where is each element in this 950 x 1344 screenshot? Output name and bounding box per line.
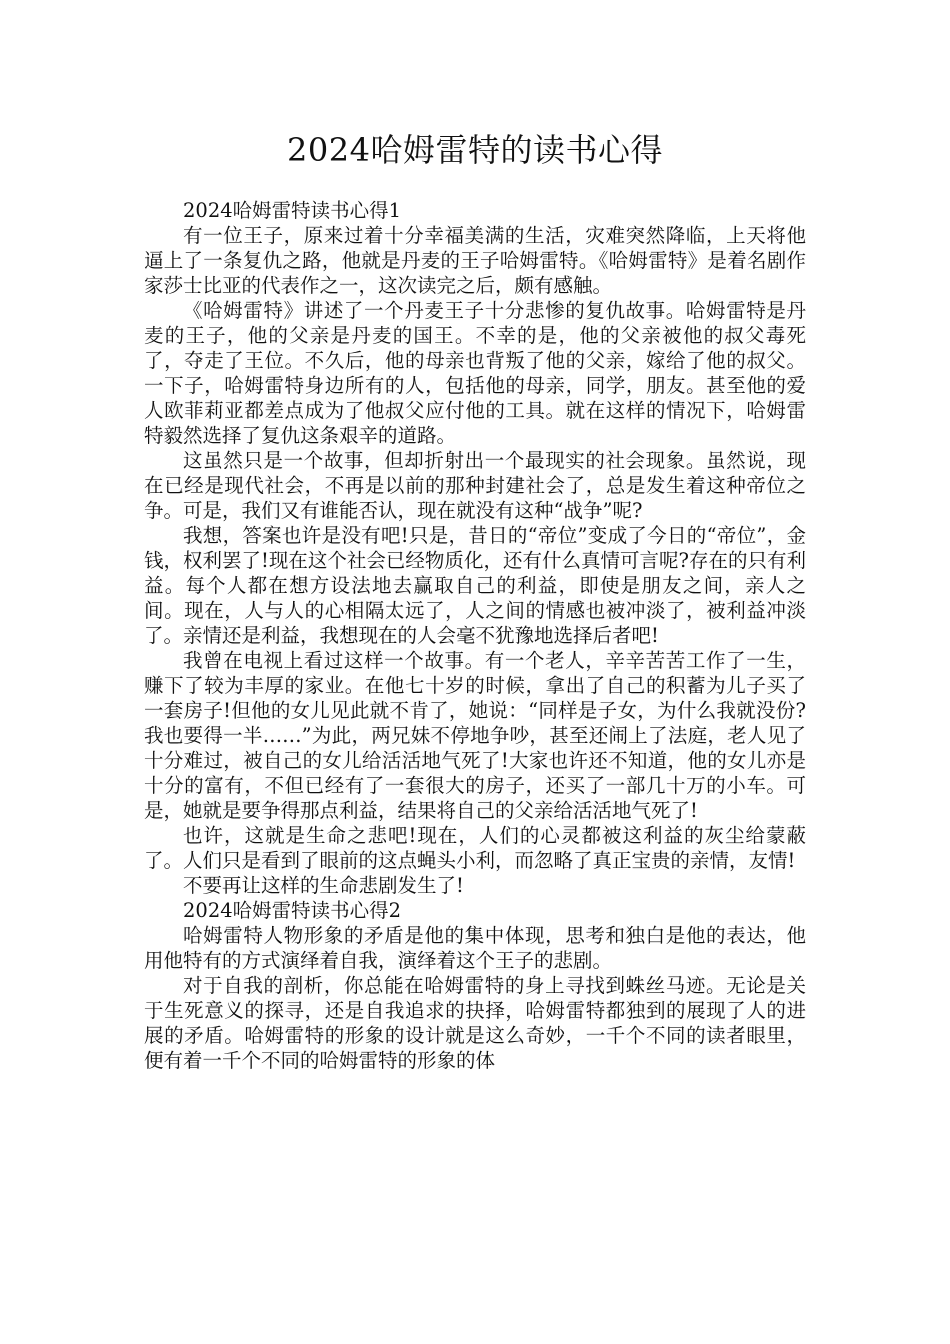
paragraph: 哈姆雷特人物形象的矛盾是他的集中体现，思考和独白是他的表达，他用他特有的方式演绎着自我，演绎着这个王子的悲剧。 xyxy=(144,924,806,972)
paragraph: 也许，这就是生命之悲吧!现在，人们的心灵都被这利益的灰尘给蒙蔽了。人们只是看到了眼前的这点蝇头小利，而忽略了真正宝贵的亲情，友情! xyxy=(144,824,806,872)
paragraph: 不要再让这样的生命悲剧发生了! xyxy=(183,874,464,897)
paragraph: 这虽然只是一个故事，但却折射出一个最现实的社会现象。虽然说，现在已经是现代社会，不再是以前的那种封建社会了，总是发生着这种帝位之争。可是，我们又有谁能否认，现在就没有这种“战争”呢? xyxy=(144,449,806,522)
paragraph: 对于自我的剖析，你总能在哈姆雷特的身上寻找到蛛丝马迹。无论是关于生死意义的探寻，还是自我追求的抉择，哈姆雷特都独到的展现了人的进展的矛盾。哈姆雷特的形象的设计就是这么奇妙，一千个不同的读者眼里，便有着一千个不同的哈姆雷特的形象的体 xyxy=(144,974,806,1072)
paragraph: 我曾在电视上看过这样一个故事。有一个老人，辛辛苦苦工作了一生，赚下了较为丰厚的家业。在他七十岁的时候，拿出了自己的积蓄为儿子买了一套房子!但他的女儿见此就不肯了，她说：“同样是子女，为什么我就没份?我也要得一半……”为此，两兄妹不停地争吵，甚至还闹上了法庭，老人见了十分难过，被自己的女儿给活活地气死了!大家也许还不知道，他的女儿亦是十分的富有，不但已经有了一套很大的房子，还买了一部几十万的小车。可是，她就是要争得那点利益，结果将自己的父亲给活活地气死了! xyxy=(144,649,806,822)
paragraph: 有一位王子，原来过着十分幸福美满的生活，灾难突然降临，上天将他逼上了一条复仇之路，他就是丹麦的王子哈姆雷特。《哈姆雷特》是着名剧作家莎士比亚的代表作之一，这次读完之后，颇有感触。 xyxy=(144,224,806,297)
paragraph: 《哈姆雷特》讲述了一个丹麦王子十分悲惨的复仇故事。哈姆雷特是丹麦的王子，他的父亲是丹麦的国王。不幸的是，他的父亲被他的叔父毒死了，夺走了王位。不久后，他的母亲也背叛了他的父亲，嫁给了他的叔父。一下子，哈姆雷特身边所有的人，包括他的母亲，同学，朋友。甚至他的爱人欧菲莉亚都差点成为了他叔父应付他的工具。就在这样的情况下，哈姆雷特毅然选择了复仇这条艰辛的道路。 xyxy=(144,299,806,447)
paragraph: 我想，答案也许是没有吧!只是，昔日的“帝位”变成了今日的“帝位”，金钱，权利罢了!现在这个社会已经物质化，还有什么真情可言呢?存在的只有利益。每个人都在想方设法地去赢取自己的利益，即使是朋友之间，亲人之间。现在，人与人的心相隔太远了，人之间的情感也被冲淡了，被利益冲淡了。亲情还是利益，我想现在的人会毫不犹豫地选择后者吧! xyxy=(144,524,806,647)
section-heading-2: 2024哈姆雷特读书心得2 xyxy=(183,899,402,922)
document-title: 2024哈姆雷特的读书心得 xyxy=(287,131,663,169)
document-page xyxy=(144,126,806,1073)
section-heading-1: 2024哈姆雷特读书心得1 xyxy=(183,199,402,222)
